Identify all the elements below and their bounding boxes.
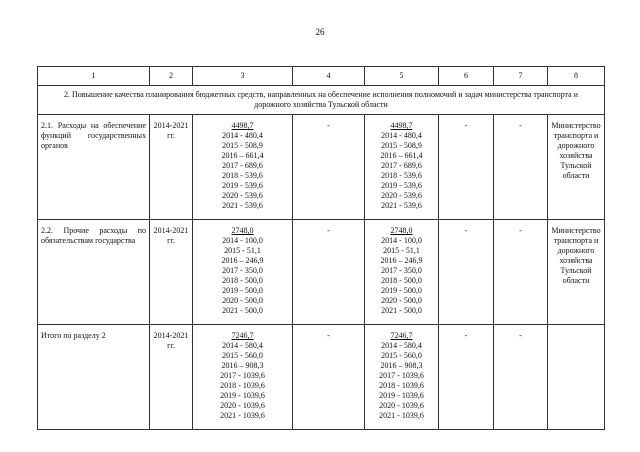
budget-table — [37, 66, 605, 430]
row-executor: Министерство транспорта и дорожного хозяйства Тульской области — [548, 220, 605, 325]
row-col4: - — [293, 325, 365, 430]
col5-year: 2019 - 1039,6 — [379, 391, 424, 400]
col5-year: 2016 – 246,9 — [380, 256, 423, 265]
col3-year: 2019 - 500,0 — [222, 286, 263, 295]
col5-year: 2014 - 480,4 — [381, 131, 422, 140]
col5-year: 2020 - 539,6 — [381, 191, 422, 200]
col5-year: 2015 - 508,9 — [381, 141, 422, 150]
col3-total: 4498,7 — [231, 121, 254, 130]
col3-year: 2021 - 500,0 — [222, 306, 263, 315]
row-name: 2.2. Прочие расходы по обязательствам государства — [38, 220, 150, 325]
col3-year: 2019 - 1039,6 — [220, 391, 265, 400]
table-row — [38, 115, 605, 220]
row-col7: - — [494, 115, 548, 220]
header-cell-4: 4 — [293, 67, 365, 86]
col3-year: 2015 - 51,1 — [224, 246, 261, 255]
col5-year: 2019 - 539,6 — [381, 181, 422, 190]
col3-year: 2018 - 500,0 — [222, 276, 263, 285]
col5-year: 2018 - 1039,6 — [379, 381, 424, 390]
col5-total: 2748,0 — [390, 226, 413, 235]
header-cell-2: 2 — [150, 67, 193, 86]
col3-year: 2014 - 580,4 — [222, 341, 263, 350]
row-col3-values — [193, 220, 293, 325]
col5-year: 2016 – 908,3 — [380, 361, 423, 370]
col3-year: 2020 - 539,6 — [222, 191, 263, 200]
row-col4: - — [293, 115, 365, 220]
row-col5-values — [365, 220, 439, 325]
row-period: 2014-2021 гг. — [150, 325, 193, 430]
col5-year: 2015 - 51,1 — [383, 246, 420, 255]
row-name: Итого по разделу 2 — [38, 325, 150, 430]
col5-year: 2015 - 560,0 — [381, 351, 422, 360]
col5-year: 2017 - 1039,6 — [379, 371, 424, 380]
section-title-row — [38, 86, 605, 115]
col3-year: 2020 - 500,0 — [222, 296, 263, 305]
col3-year: 2018 - 539,6 — [222, 171, 263, 180]
row-name: 2.1. Расходы на обеспечение функций государственных органов — [38, 115, 150, 220]
col3-year: 2019 - 539,6 — [222, 181, 263, 190]
col5-year: 2018 - 539,6 — [381, 171, 422, 180]
header-cell-7: 7 — [494, 67, 548, 86]
row-col3-values — [193, 325, 293, 430]
row-period: 2014-2021 гг. — [150, 220, 193, 325]
page-number: 26 — [315, 27, 325, 37]
col3-year: 2014 - 480,4 — [222, 131, 263, 140]
col3-year: 2016 – 661,4 — [221, 151, 264, 160]
row-col6: - — [439, 325, 494, 430]
section-title: 2. Повышение качества планирования бюджетных средств, направленных на обеспечение исполнения полномочий и задач министерства транспорта и дорожного хозяйства Тульской области — [38, 86, 605, 115]
header-cell-1: 1 — [38, 67, 150, 86]
col5-total: 4498,7 — [390, 121, 413, 130]
col3-year: 2017 - 689,6 — [222, 161, 263, 170]
col5-total: 7246,7 — [390, 331, 413, 340]
header-cell-3: 3 — [193, 67, 293, 86]
col5-year: 2021 - 539,6 — [381, 201, 422, 210]
row-col5-values — [365, 115, 439, 220]
row-col4: - — [293, 220, 365, 325]
header-row — [38, 67, 605, 86]
row-col6: - — [439, 115, 494, 220]
col5-year: 2014 - 580,4 — [381, 341, 422, 350]
row-col5-values — [365, 325, 439, 430]
col5-year: 2016 – 661,4 — [380, 151, 423, 160]
col3-year: 2020 - 1039,6 — [220, 401, 265, 410]
col3-year: 2016 – 908,3 — [221, 361, 264, 370]
header-cell-8: 8 — [548, 67, 605, 86]
table-row — [38, 325, 605, 430]
col3-year: 2017 - 1039,6 — [220, 371, 265, 380]
col3-year: 2018 - 1039,6 — [220, 381, 265, 390]
col3-total: 7246,7 — [231, 331, 254, 340]
col5-year: 2021 - 1039,6 — [379, 411, 424, 420]
col5-year: 2018 - 500,0 — [381, 276, 422, 285]
header-cell-6: 6 — [439, 67, 494, 86]
col3-year: 2015 - 508,9 — [222, 141, 263, 150]
col5-year: 2017 - 350,0 — [381, 266, 422, 275]
col3-year: 2021 - 539,6 — [222, 201, 263, 210]
row-col7: - — [494, 220, 548, 325]
row-executor: Министерство транспорта и дорожного хозяйства Тульской области — [548, 115, 605, 220]
table-row — [38, 220, 605, 325]
row-col7: - — [494, 325, 548, 430]
col3-year: 2017 - 350,0 — [222, 266, 263, 275]
row-period: 2014-2021 гг. — [150, 115, 193, 220]
col5-year: 2019 - 500,0 — [381, 286, 422, 295]
col3-year: 2014 - 100,0 — [222, 236, 263, 245]
col3-year: 2016 – 246,9 — [221, 256, 264, 265]
header-cell-5: 5 — [365, 67, 439, 86]
row-executor — [548, 325, 605, 430]
col5-year: 2014 - 100,0 — [381, 236, 422, 245]
row-col3-values — [193, 115, 293, 220]
col5-year: 2020 - 1039,6 — [379, 401, 424, 410]
col3-total: 2748,0 — [231, 226, 254, 235]
col3-year: 2021 - 1039,6 — [220, 411, 265, 420]
col5-year: 2017 - 689,6 — [381, 161, 422, 170]
col5-year: 2021 - 500,0 — [381, 306, 422, 315]
col5-year: 2020 - 500,0 — [381, 296, 422, 305]
col3-year: 2015 - 560,0 — [222, 351, 263, 360]
row-col6: - — [439, 220, 494, 325]
